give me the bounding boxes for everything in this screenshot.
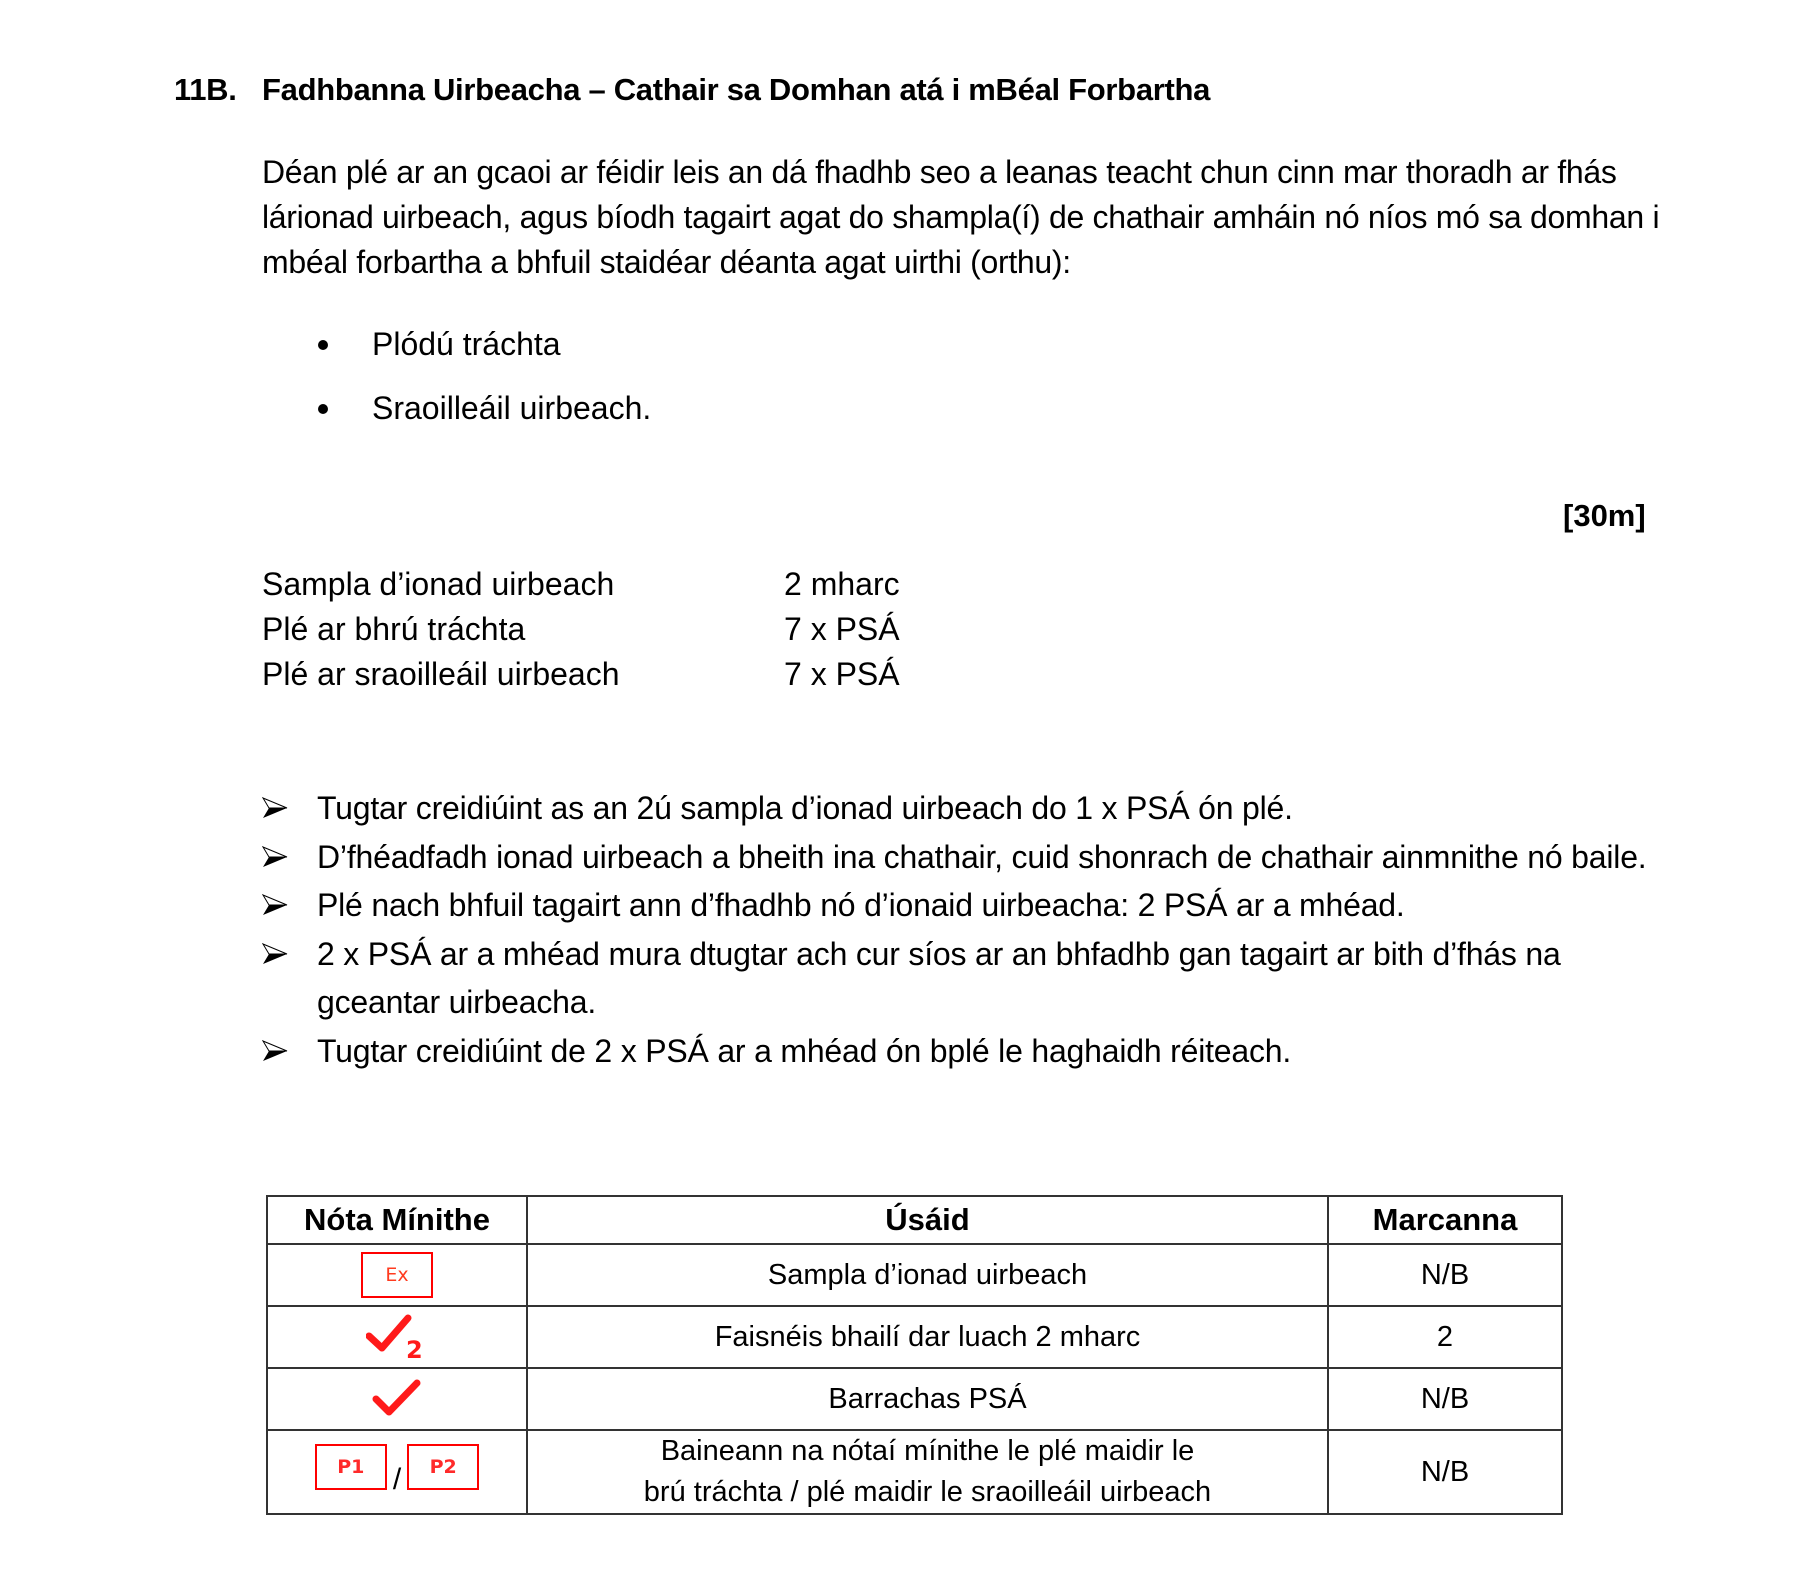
symbol-cell (267, 1368, 527, 1430)
separator: / (392, 1462, 402, 1496)
question-title (174, 72, 1210, 108)
p2-annotation-icon: P2 (407, 1444, 479, 1490)
usage-cell: Sampla d’ionad uirbeach (527, 1244, 1328, 1306)
table-row (267, 1368, 1562, 1430)
p1-annotation-icon: P1 (315, 1444, 387, 1490)
note-item: Tugtar creidiúint as an 2ú sampla d’ionad uirbeach do 1 x PSÁ ón plé. (262, 784, 1662, 833)
table-row (267, 1306, 1562, 1368)
bullet-icon (318, 404, 328, 414)
svg-text:2: 2 (406, 1336, 423, 1360)
note-item: Plé nach bhfuil tagairt ann d’fhadhb nó d’ionaid uirbeacha: 2 PSÁ ar a mhéad. (262, 881, 1662, 930)
symbol-cell (267, 1306, 527, 1368)
usage-cell: Baineann na nótaí mínithe le plé maidir le brú tráchta / plé maidir le sraoilleáil uirbeach (527, 1430, 1328, 1514)
arrowhead-bullet-icon (262, 846, 288, 868)
table-header-row (267, 1196, 1562, 1244)
arrowhead-bullet-icon (262, 894, 288, 916)
question-number: 11B. (174, 72, 237, 107)
column-header: Úsáid (527, 1196, 1328, 1244)
usage-cell: Barrachas PSÁ (527, 1368, 1328, 1430)
column-header: Nóta Mínithe (267, 1196, 527, 1244)
symbol-cell (267, 1244, 527, 1306)
note-item: Tugtar creidiúint de 2 x PSÁ ar a mhéad ón bplé le haghaidh réiteach. (262, 1027, 1662, 1076)
marking-notes (262, 784, 1662, 1075)
marks-cell: N/B (1328, 1430, 1562, 1514)
arrowhead-bullet-icon (262, 943, 288, 965)
arrowhead-bullet-icon (262, 797, 288, 819)
arrowhead-bullet-icon (262, 1040, 288, 1062)
bullet-icon (318, 340, 328, 350)
table-row (267, 1244, 1562, 1306)
question-heading: Fadhbanna Uirbeacha – Cathair sa Domhan atá i mBéal Forbartha (262, 72, 1211, 107)
marks-cell: 2 (1328, 1306, 1562, 1368)
tick-icon (372, 1379, 422, 1419)
note-item: 2 x PSÁ ar a mhéad mura dtugtar ach cur síos ar an bhfadhb gan tagairt ar bith d’fhás na gceantar uirbeacha. (262, 930, 1662, 1027)
example-annotation-icon: Ex (361, 1252, 433, 1298)
symbol-cell (267, 1430, 527, 1514)
tick-2-marks-icon (366, 1314, 428, 1360)
table-row (267, 1430, 1562, 1514)
usage-cell: Faisnéis bhailí dar luach 2 mharc (527, 1306, 1328, 1368)
marks-cell: N/B (1328, 1244, 1562, 1306)
marks-cell: N/B (1328, 1368, 1562, 1430)
question-prompt: Déan plé ar an gcaoi ar féidir leis an dá fhadhb seo a leanas teacht chun cinn mar thoradh ar fhás lárionad uirbeach, agus bíodh tagairt agat do shampla(í) de chathair amháin nó níos mó sa domhan i mbéal forbartha a bhfuil staidéar déanta agat uirthi (orthu): (262, 154, 1660, 280)
column-header: Marcanna (1328, 1196, 1562, 1244)
note-item: D’fhéadfadh ionad uirbeach a bheith ina chathair, cuid shonrach de chathair ainmnithe nó baile. (262, 833, 1662, 882)
annotation-legend-table (266, 1195, 1563, 1515)
total-marks: [30m] (1563, 498, 1646, 533)
